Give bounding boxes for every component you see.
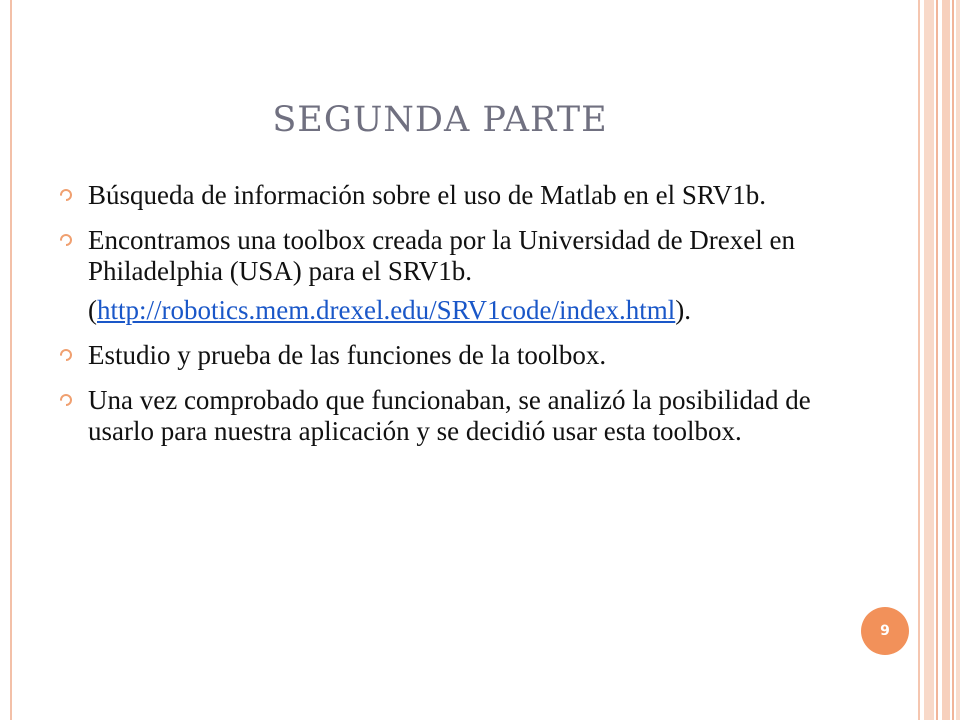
right-stripe [936,0,938,720]
page-number: 9 [880,623,890,639]
bullet-icon [60,234,72,246]
bullet-item [60,180,820,211]
link-open-paren: ( [88,295,97,325]
bullet-text: Una vez comprobado que funcionaban, se analizó la posibilidad de usarlo para nuestra aplicación y se decidió usar esta toolbox. [88,385,811,446]
bullet-item [60,340,820,371]
slide-content [60,180,820,461]
link-close-paren: ). [675,295,691,325]
link-paragraph [60,295,820,326]
bullet-item [60,385,820,447]
bullet-icon [60,189,72,201]
bullet-icon [60,349,72,361]
bullet-icon [60,394,72,406]
slide-title-text: SEGUNDA PARTE [272,100,608,140]
bullet-text: Búsqueda de información sobre el uso de Matlab en el SRV1b. [88,180,766,210]
slide-title [0,100,880,140]
bullet-item [60,225,820,287]
right-stripe [952,0,954,720]
page-number-badge [861,607,909,655]
bullet-text: Encontramos una toolbox creada por la Universidad de Drexel en Philadelphia (USA) para el SRV1b. [88,225,795,286]
right-stripe [918,0,920,720]
right-stripe [956,0,960,720]
bullet-text: Estudio y prueba de las funciones de la toolbox. [88,340,607,370]
right-stripe [924,0,934,720]
right-stripe [942,0,950,720]
toolbox-link[interactable]: http://robotics.mem.drexel.edu/SRV1code/index.html [97,295,676,325]
